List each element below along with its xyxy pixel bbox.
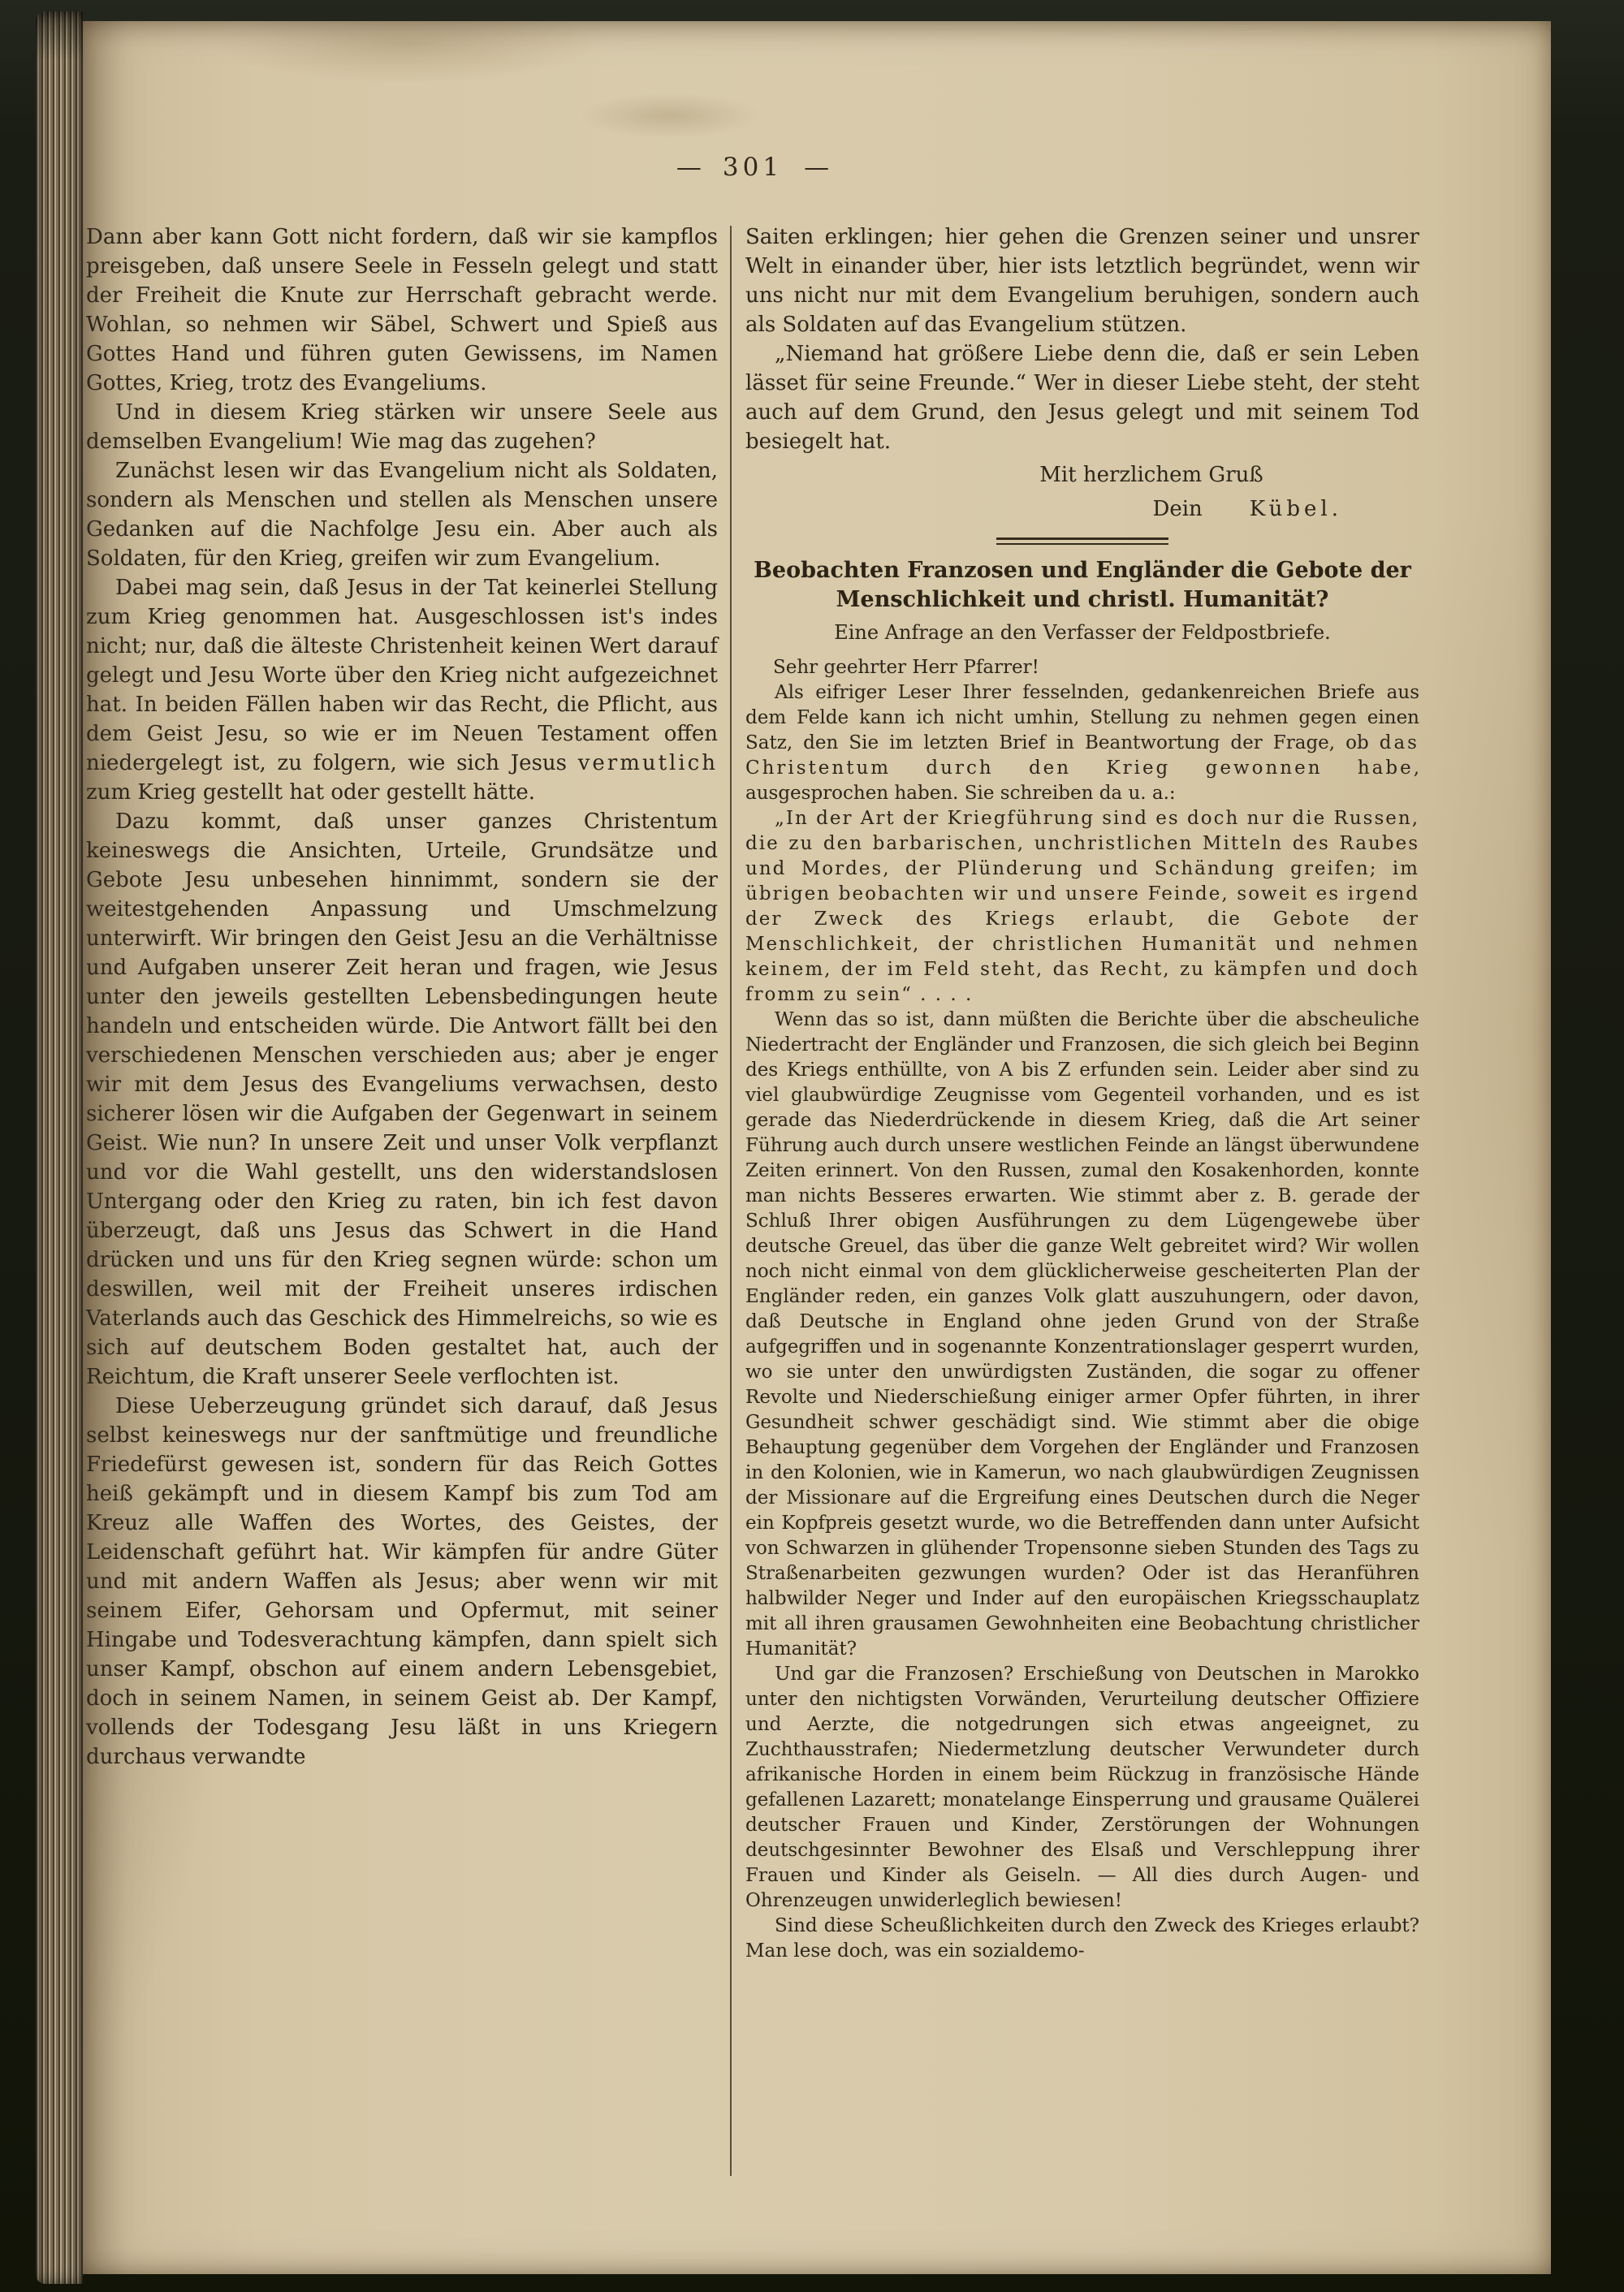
paragraph: Dazu kommt, daß unser ganzes Christentum keineswegs die Ansichten, Urteile, Grundsätze und Gebote Jesu unbesehen hinnimmt, sondern sie der weitestgehenden Anpassung und Umschmelzung unterwirft. Wir bringen den Geist Jesu an die Verhältnisse und Aufgaben unserer Zeit heran und fragen, wie Jesus unter den jeweils gestellten Lebensbedingungen heute handeln und entscheiden würde. Die Antwort fällt bei den verschiedenen Menschen verschieden aus; aber je enger wir mit dem Jesus des Evangeliums verwachsen, desto sicherer lösen wir die Aufgaben der Gegenwart in seinem Geist. Wie nun? In unsere Zeit und unser Volk verpflanzt und vor die Wahl gestellt, uns den widerstandslosen Untergang oder den Krieg zu raten, bin ich fest davon überzeugt, daß uns Jesus das Schwert in die Hand drücken und uns für den Krieg segnen würde: schon um deswillen, weil mit der Freiheit unseres irdischen Vaterlands auch das Geschick des Himmelreichs, so wie es sich auf deutschem Boden gestaltet hat, auch der Reichtum, die Kraft unserer Seele verflochten ist. [86, 809, 718, 1389]
page-number-flourish-right: — [804, 153, 830, 182]
column-divider-rule [730, 226, 732, 2176]
signature-name: Kübel. [1249, 497, 1342, 521]
paragraph [745, 680, 1419, 806]
page-number-value: 301 [722, 153, 784, 182]
right-column [745, 222, 1419, 1964]
article-title: Beobachten Franzosen und Engländer die Gebote der Menschlichkeit und christl. Humanität? [754, 558, 1411, 612]
paragraph-segment: Dabei mag sein, daß Jesus in der Tat keinerlei Stellung zum Krieg genommen hat. Ausgeschlossen ist's indes nicht; nur, daß die älteste Christenheit keinen Wert darauf gelegt und Jesu Worte über den Krieg nicht aufgezeichnet hat. In beiden Fällen haben wir das Recht, die Pflicht, aus dem Geist Jesu, so wie er im Neuen Testament offen niedergelegt ist, zu folgern, wie sich Jesus [86, 576, 718, 775]
paragraph: Diese Ueberzeugung gründet sich darauf, daß Jesus selbst keineswegs nur der sanftmütige und freundliche Friedefürst gewesen ist, sondern für das Reich Gottes heiß gekämpft und in diesem Kampf bis zum Tod am Kreuz alle Waffen des Wortes, des Geistes, der Leidenschaft geführt hat. Wir kämpfen für andre Güter und mit andern Waffen als Jesus; aber wenn wir mit seinem Eifer, Gehorsam und Opfermut, mit seiner Hingabe und Todesverachtung kämpfen, dann spielt sich unser Kampf, obschon auf einem andern Lebensgebiet, doch in seinem Namen, in seinem Geist ab. Der Kampf, vollends der Todesgang Jesu läßt in uns Kriegern durchaus verwandte [86, 1394, 718, 1769]
paragraph: Wenn das so ist, dann müßten die Berichte über die abscheuliche Niedertracht der Engländer und Franzosen, die sich gleich bei Beginn des Kriegs enthüllte, von A bis Z erfunden sein. Leider aber sind zu viel glaubwürdige Zeugnisse vom Gegenteil vorhanden, und es ist gerade das Niederdrückende in diesem Krieg, daß die Art seiner Führung auch durch unsere westlichen Feinde an längst überwundene Zeiten erinnert. Von den Russen, zumal den Kosakenhorden, konnte man nichts Besseres erwarten. Wie stimmt aber z. B. gerade der Schluß Ihrer obigen Ausführungen zu dem Lügengewebe über deutsche Greuel, das über die ganze Welt gebreitet wird? Wir wollen noch nicht einmal von dem glücklicherweise gescheiterten Plan der Engländer reden, ein ganzes Volk glatt auszuhungern, oder davon, daß Deutsche in England ohne jeden Grund von der Straße aufgegriffen und in sogenannte Konzentrationslager gesperrt wurden, wo sie unter den unwürdigsten Zuständen, die sogar zu offener Revolte und Niederschießung einiger armer Opfer führten, in ihrer Gesundheit schwer geschädigt sind. Wie stimmt aber die obige Behauptung gegenüber dem Vorgehen der Engländer und Franzosen in den Kolonien, wie in Kamerun, wo nach glaubwürdigen Zeugnissen der Missionare auf die Ergreifung eines Deutschen durch die Neger ein Kopfpreis gesetzt wurde, wo die Betreffenden dann unter Aufsicht von Schwarzen in glühender Tropensonne sieben Stunden des Tags zu Straßenarbeiten gezwungen wurden? Oder ist das Heranführen halbwilder Neger und Inder auf den europäischen Kriegsschauplatz mit all ihren grausamen Gewohnheiten eine Beobachtung christlicher Humanität? [745, 1009, 1419, 1660]
letter-signature [745, 492, 1419, 526]
paragraph: Sind diese Scheußlichkeiten durch den Zweck des Krieges erlaubt? Man lese doch, was ein sozialdemo- [745, 1915, 1419, 1962]
page-edge-stack [36, 11, 83, 2284]
paragraph-segment: Als eifriger Leser Ihrer fesselnden, gedankenreichen Briefe aus dem Felde kann ich nicht umhin, Stellung zu nehmen gegen einen Satz, den Sie im letzten Brief in Beantwortung der Frage, ob [745, 682, 1419, 753]
scanned-page [83, 21, 1551, 2274]
left-column [86, 222, 718, 1772]
paragraph: Und in diesem Krieg stärken wir unsere Seele aus demselben Evangelium! Wie mag das zugehen? [86, 400, 718, 454]
article-subtitle: Eine Anfrage an den Verfasser der Feldpostbriefe. [834, 621, 1331, 644]
letter-closing-greeting: Mit herzlichem Gruß [1039, 463, 1263, 487]
paragraph-segment: , ausgesprochen haben. Sie schreiben da u. a.: [745, 758, 1419, 804]
paragraph [86, 573, 718, 807]
paragraph: Und gar die Franzosen? Erschießung von Deutschen in Marokko unter den nichtigsten Vorwänden, Verurteilung deutscher Offiziere und Aerzte, die notgedrungen sich etwas angeeignet, zu Zuchthausstrafen; Niedermetzlung deutscher Verwundeter durch afrikanische Horden in einem beim Rückzug in französische Hände gefallenen Lazarett; monatelange Einsperrung und grausame Quälerei deutscher Frauen und Kinder, Zerstörungen der Wohnungen deutschgesinnter Bewohner des Elsaß und Verschleppung ihrer Frauen und Kinder als Geiseln. — All dies durch Augen- und Ohrenzeugen unwiderleglich bewiesen! [745, 1664, 1419, 1911]
signature-prefix: Dein [1152, 497, 1203, 521]
emphasized-phrase: das Christentum durch den Krieg gewonnen habe [745, 732, 1419, 779]
paragraph: „Niemand hat größere Liebe denn die, daß er sein Leben lässet für seine Freunde.“ Wer in dieser Liebe steht, der steht auch auf dem Grund, den Jesus gelegt und mit seinem Tod besiegelt hat. [745, 342, 1419, 454]
quotation-paragraph: „In der Art der Kriegführung sind es doch nur die Russen, die zu den barbarischen, unchristlichen Mitteln des Raubes und Mordes, der Plünderung und Schändung greifen; im übrigen beobachten wir und unsere Feinde, soweit es irgend der Zweck des Kriegs erlaubt, die Gebote der Menschlichkeit, der christlichen Humanität und nehmen keinem, der im Feld steht, das Recht, zu kämpfen und doch fromm zu sein“ . . . . [745, 808, 1419, 1005]
paragraph-segment: zum Krieg gestellt hat oder gestellt hätte. [86, 780, 536, 805]
paragraph: Saiten erklingen; hier gehen die Grenzen seiner und unsrer Welt in einander über, hier ists letztlich begründet, wenn wir uns nicht nur mit dem Evangelium beruhigen, sondern auch als Soldaten auf das Evangelium stützen. [745, 225, 1419, 337]
section-separator-rule [996, 537, 1168, 545]
page-number-flourish-left: — [676, 153, 702, 182]
paragraph: Zunächst lesen wir das Evangelium nicht als Soldaten, sondern als Menschen und stellen als Menschen unsere Gedanken auf die Nachfolge Jesu ein. Aber auch als Soldaten, für den Krieg, greifen wir zum Evangelium. [86, 459, 718, 571]
emphasized-word: vermutlich [577, 751, 718, 775]
paragraph: Dann aber kann Gott nicht fordern, daß wir sie kampflos preisgeben, daß unsere Seele in Fesseln gelegt und statt der Freiheit die Knute zur Herrschaft gebracht werde. Wohlan, so nehmen wir Säbel, Schwert und Spieß aus Gottes Hand und führen guten Gewissens, im Namen Gottes, Krieg, trotz des Evangeliums. [86, 225, 718, 395]
page-number [83, 153, 1423, 182]
letter-salutation: Sehr geehrter Herr Pfarrer! [773, 657, 1039, 678]
